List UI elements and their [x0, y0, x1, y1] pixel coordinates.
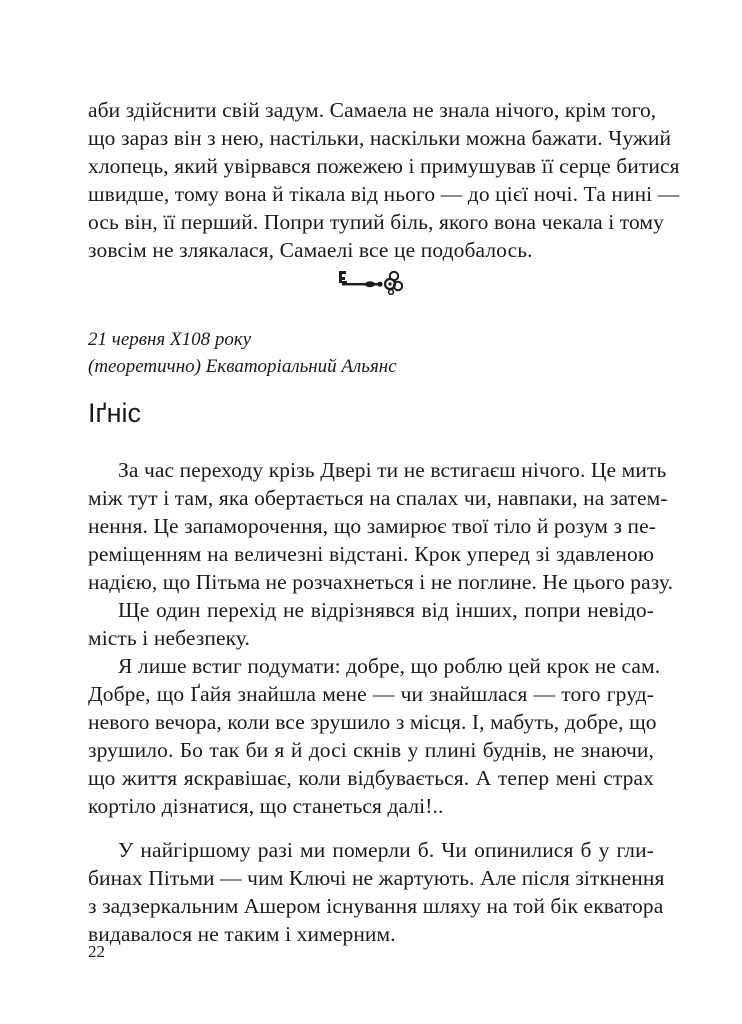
text-line: Я лише встиг подумати: добре, що роблю цей крок не сам. [118, 654, 661, 678]
text-line: зрушило. Бо так би я й досі скнів у плині буднів, не знаючи, [88, 738, 654, 762]
text-line: швидше, тому вона й тікала від нього — до цієї ночі. Та нині — [88, 182, 680, 206]
text-line: хлопець, який увірвався пожежею і примушував її серце битися [88, 154, 680, 178]
text-line: невого вечора, коли все зрушило з місця. І, мабуть, добре, що [88, 710, 657, 734]
text-line: надією, що Пітьма не розчахнеться і не поглине. Не цього разу. [88, 570, 674, 594]
text-line: що життя яскравішає, коли відбувається. А тепер мені страх [88, 766, 654, 790]
text-line: мість і небезпеку. [88, 626, 251, 650]
text-line: Ще один перехід не відрізнявся від інших, попри невідо- [118, 598, 654, 622]
key-ornament-icon [336, 265, 406, 295]
text-line: ось він, її перший. Попри тупий біль, якого вона чекала і тому [88, 210, 664, 234]
dateline-place: (теоретично) Екваторіальний Альянс [88, 356, 397, 377]
chapter-title: Іґніс [88, 398, 142, 428]
text-line: видавалося не таким і химерним. [88, 922, 396, 946]
page-number: 22 [88, 942, 105, 961]
text-line: аби здійснити свій задум. Самаела не знала нічого, крім того, [88, 98, 657, 122]
text-line: зовсім не злякалася, Самаелі все це подобалось. [88, 238, 533, 262]
text-line: бинах Пітьми — чим Ключі не жартують. Але після зіткнення [88, 866, 665, 890]
dateline-date: 21 червня Х108 року [88, 329, 252, 350]
text-line: У найгіршому разі ми померли б. Чи опинилися б у гли- [118, 838, 654, 862]
text-line: кортіло дізнатися, що станеться далі!.. [88, 794, 444, 818]
text-line: За час переходу крізь Двері ти не встигаєш нічого. Це мить [118, 458, 667, 482]
text-line: що зараз він з нею, настільки, наскільки можна бажати. Чужий [88, 126, 672, 150]
text-line: реміщенням на величезні відстані. Крок уперед зі здавленою [88, 542, 654, 566]
text-line: Добре, що Ґайя знайшла мене — чи знайшлася — того груд- [88, 682, 654, 706]
text-line: нення. Це запаморочення, що замирює твої тіло й розум з пе- [88, 514, 657, 538]
text-line: з задзеркальним Ашером існування шляху на той бік екватора [88, 894, 664, 918]
text-line: між тут і там, яка обертається на спалах чи, навпаки, на затем- [88, 486, 668, 510]
